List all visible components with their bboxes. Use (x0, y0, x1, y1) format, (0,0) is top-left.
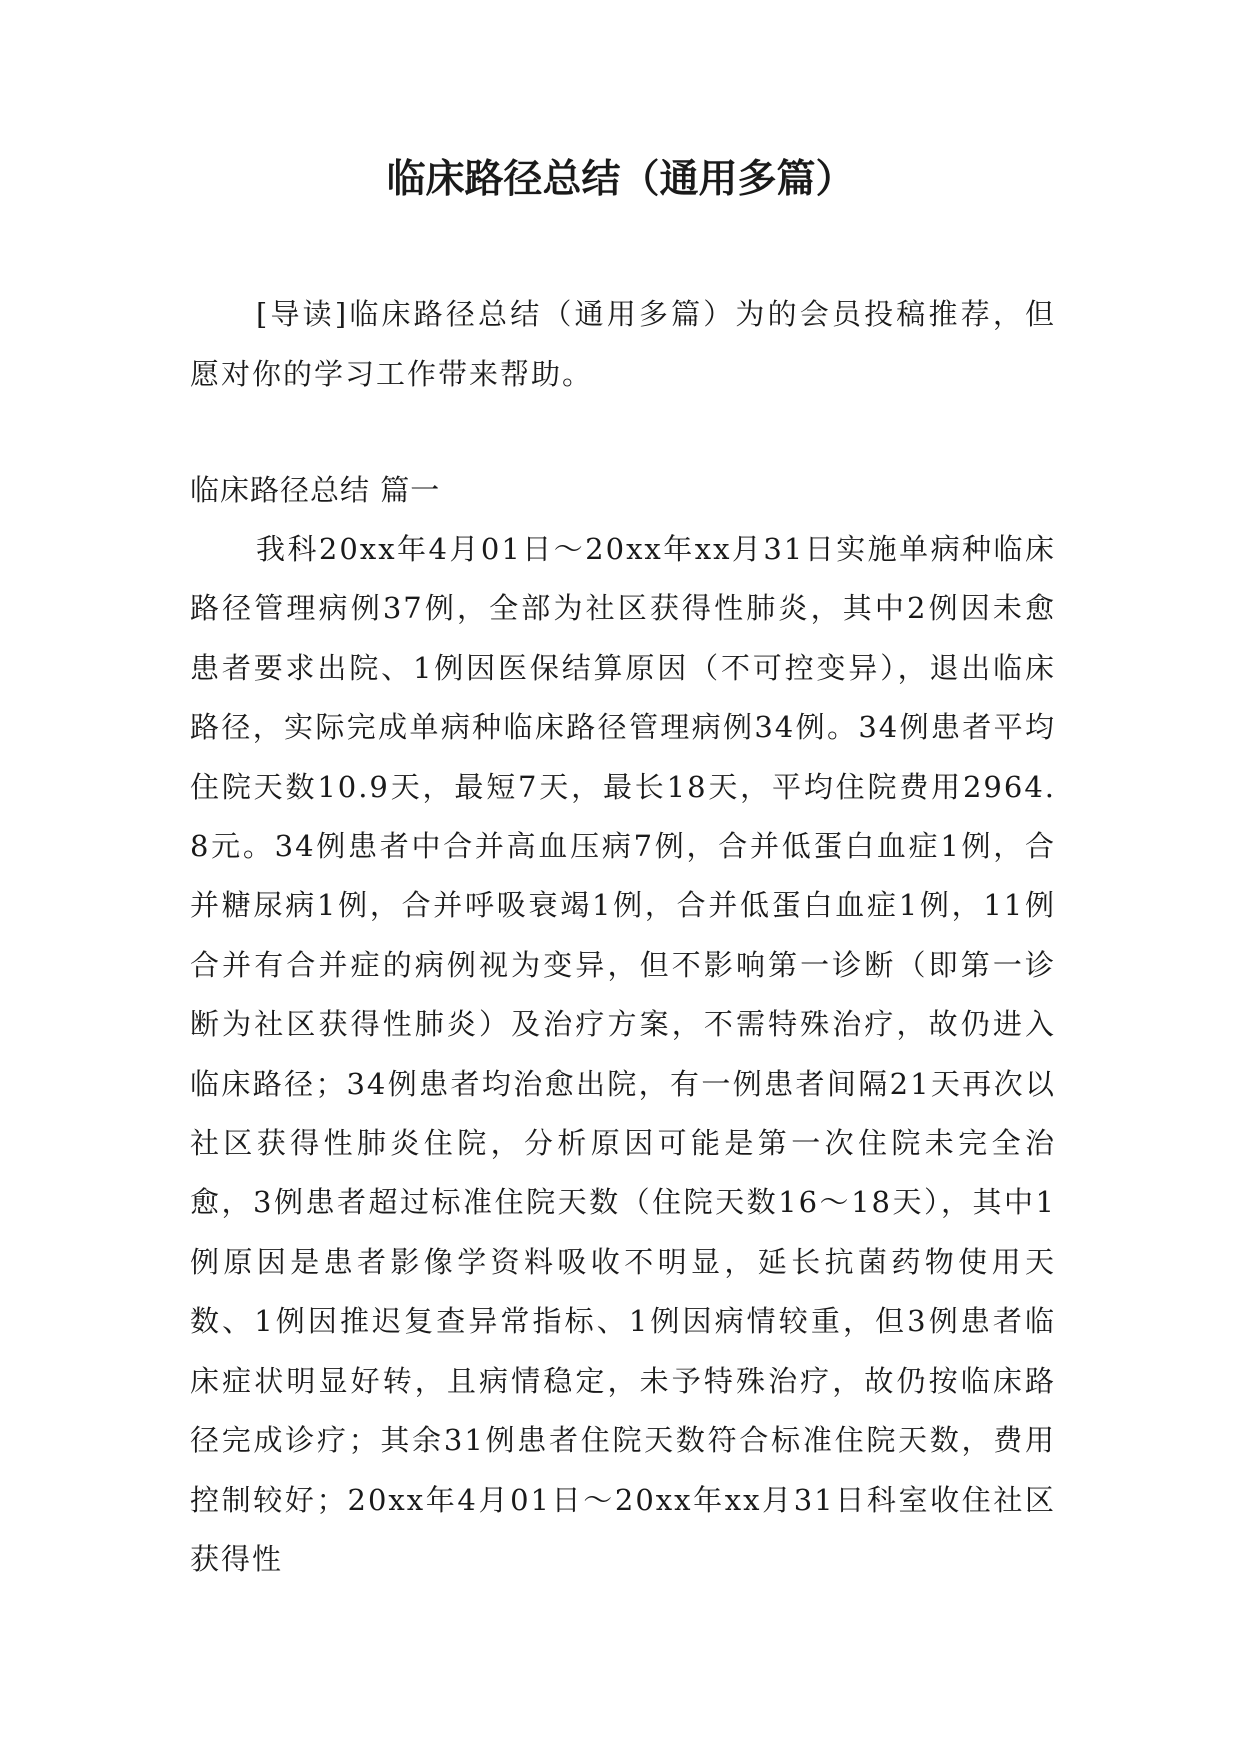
body-paragraph: 我科20xx年4月01日～20xx年xx月31日实施单病种临床路径管理病例37例，全部为社区获得性肺炎，其中2例因未愈患者要求出院、1例因医保结算原因（不可控变异），退出临床路径，实际完成单病种临床路径管理病例34例。34例患者平均住院天数10.9天，最短7天，最长18天，平均住院费用2964.8元。34例患者中合并高血压病7例，合并低蛋白血症1例，合并糖尿病1例，合并呼吸衰竭1例，合并低蛋白血症1例，11例合并有合并症的病例视为变异，但不影响第一诊断（即第一诊断为社区获得性肺炎）及治疗方案，不需特殊治疗，故仍进入临床路径；34例患者均治愈出院，有一例患者间隔21天再次以社区获得性肺炎住院，分析原因可能是第一次住院未完全治愈，3例患者超过标准住院天数（住院天数16～18天），其中1例原因是患者影像学资料吸收不明显，延长抗菌药物使用天数、1例因推迟复查异常指标、1例因病情较重，但3例患者临床症状明显好转，且病情稳定，未予特殊治疗，故仍按临床路径完成诊疗；其余31例患者住院天数符合标准住院天数，费用控制较好；20xx年4月01日～20xx年xx月31日科室收住社区获得性 (190, 532, 1056, 1576)
section-heading: 临床路径总结 篇一 (190, 473, 441, 507)
intro-paragraph: [导读]临床路径总结（通用多篇）为的会员投稿推荐，但愿对你的学习工作带来帮助。 (190, 297, 1056, 391)
document-title: 临床路径总结（通用多篇） (386, 157, 855, 202)
